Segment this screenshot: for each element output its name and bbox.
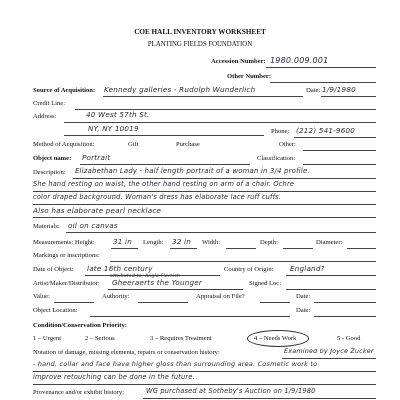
- length-line: [170, 248, 197, 249]
- notation-line2: [33, 371, 376, 372]
- classification-line: [303, 164, 376, 165]
- description-line4-value[interactable]: Also has elaborate pearl necklace: [33, 206, 162, 215]
- signed-loc-line: [286, 289, 376, 290]
- country-label: Country of Origin:: [224, 266, 274, 273]
- appraisal-date-label: Date:: [296, 293, 311, 300]
- condition-option-2[interactable]: 2 – Serious: [85, 335, 115, 342]
- materials-value[interactable]: oil on canvas: [68, 221, 118, 230]
- worksheet-subtitle: PLANTING FIELDS FOUNDATION: [147, 41, 253, 48]
- address-line1-value[interactable]: 40 West 57th St.: [86, 110, 150, 119]
- method-gift-option[interactable]: Gift: [128, 141, 139, 148]
- measurements-label: Measurements: Height:: [33, 239, 95, 246]
- width-line: [226, 248, 256, 249]
- credit-line-label: Credit Line:: [33, 100, 66, 107]
- notation-line1: [282, 358, 376, 359]
- source-line: [103, 96, 303, 97]
- address-line2-value[interactable]: NY, NY 10019: [88, 124, 139, 133]
- notation-value-line1[interactable]: Examined by Joyce Zucker: [284, 347, 374, 355]
- description-line2-value[interactable]: She hand resting on waist, the other hand resting on arm of a chair. Ochre: [33, 180, 295, 188]
- other-number-line: [270, 82, 376, 83]
- diameter-line: [347, 248, 376, 249]
- artist-note: attributed to, Anglo-Flemish: [110, 274, 181, 279]
- description-line1: [73, 178, 376, 179]
- object-name-line: [80, 164, 250, 165]
- markings-label: Markings or inscriptions:: [33, 252, 100, 259]
- authority-line: [138, 302, 188, 303]
- height-line: [111, 248, 138, 249]
- accession-number-line: [266, 67, 376, 68]
- source-label: Source of Acquisition:: [33, 87, 96, 94]
- source-date-label: Date:: [306, 87, 321, 94]
- provenance-line: [143, 398, 376, 399]
- length-label: Length:: [143, 239, 164, 246]
- date-of-object-label: Date of Object:: [33, 266, 74, 273]
- description-label: Description:: [33, 169, 66, 176]
- phone-label: Phone:: [271, 128, 290, 135]
- object-name-label: Object name:: [33, 155, 72, 162]
- notation-line3: [33, 384, 376, 385]
- date-of-object-value[interactable]: late 16th century: [87, 264, 153, 273]
- artist-label: Artist/Maker/Distributor:: [33, 280, 100, 287]
- source-date-line: [321, 96, 376, 97]
- condition-option-3[interactable]: 3 – Requires Treatment: [150, 335, 212, 342]
- method-label: Method of Acquisition:: [33, 141, 95, 148]
- object-location-line: [90, 316, 290, 317]
- materials-line: [66, 232, 376, 233]
- accession-number-label: Accession Number:: [211, 58, 266, 65]
- phone-line: [294, 137, 376, 138]
- provenance-label: Provenance and/or exhibit history:: [33, 389, 125, 396]
- length-value[interactable]: 32 in: [172, 237, 191, 246]
- depth-label: Depth:: [260, 239, 278, 246]
- accession-number-value[interactable]: 1980.009.001: [270, 56, 329, 65]
- provenance-value[interactable]: WG purchased at Sotheby's Auction on 1/9/1980: [146, 387, 316, 395]
- appraisal-label: Appraisal on File?: [196, 293, 245, 300]
- source-value[interactable]: Kennedy galleries - Rudolph Wunderlich: [104, 85, 256, 94]
- method-purchase-option[interactable]: Purchase: [176, 141, 200, 148]
- object-name-value[interactable]: Portrait: [82, 153, 111, 162]
- address-line2: [64, 135, 264, 136]
- condition-option-5[interactable]: 5 - Good: [337, 335, 361, 342]
- authority-label: Authority:: [102, 293, 130, 300]
- method-other-line: [303, 150, 376, 151]
- condition-option-4[interactable]: 4 – Needs Work: [254, 335, 297, 342]
- materials-label: Materials:: [33, 223, 60, 230]
- height-value[interactable]: 31 in: [113, 237, 132, 246]
- depth-line: [283, 248, 313, 249]
- diameter-label: Diameter:: [316, 239, 343, 246]
- classification-label: Classification:: [257, 155, 296, 162]
- description-line1-value[interactable]: Elizabethan Lady - half length portrait of a woman in 3/4 profile.: [75, 167, 310, 175]
- artist-line: [108, 289, 243, 290]
- value-line: [54, 302, 94, 303]
- width-label: Width:: [202, 239, 221, 246]
- method-other-label: Other:: [279, 141, 296, 148]
- object-location-date-label: Date:: [296, 307, 311, 314]
- notation-value-line2[interactable]: - hand, collar and face have higher gloss than surrounding area. Cosmetic work to: [33, 360, 318, 368]
- signed-loc-label: Signed Loc:: [249, 280, 282, 287]
- description-line3: [33, 204, 376, 205]
- address-label: Address:: [33, 113, 57, 120]
- address-line1: [64, 122, 376, 123]
- notation-label: Notation of damage, missing elements, repairs or conservation history:: [33, 349, 220, 356]
- description-line4: [33, 217, 376, 218]
- description-line2: [33, 191, 376, 192]
- value-label: Value:: [33, 293, 50, 300]
- object-location-label: Object Location:: [33, 307, 78, 314]
- country-line: [286, 275, 376, 276]
- markings-line: [110, 261, 376, 262]
- artist-value[interactable]: Gheeraerts the Younger: [112, 278, 203, 287]
- appraisal-date-line: [314, 302, 376, 303]
- other-number-label: Other Number:: [227, 73, 272, 80]
- condition-heading: Condition/Conservation Priority:: [33, 322, 127, 329]
- description-line3-value[interactable]: color draped background. Woman's dress has elaborate lace ruff cuffs.: [33, 193, 282, 201]
- notation-value-line3[interactable]: improve retouching can be done in the future.: [33, 373, 195, 381]
- condition-option-1[interactable]: 1 – Urgent: [33, 335, 62, 342]
- worksheet-title: COE HALL INVENTORY WORKSHEET: [134, 28, 266, 36]
- appraisal-line: [260, 302, 290, 303]
- object-location-date-line: [314, 316, 376, 317]
- country-value[interactable]: England?: [290, 264, 325, 273]
- phone-value[interactable]: (212) 541-9600: [296, 126, 356, 135]
- source-date-value[interactable]: 1/9/1980: [322, 85, 356, 94]
